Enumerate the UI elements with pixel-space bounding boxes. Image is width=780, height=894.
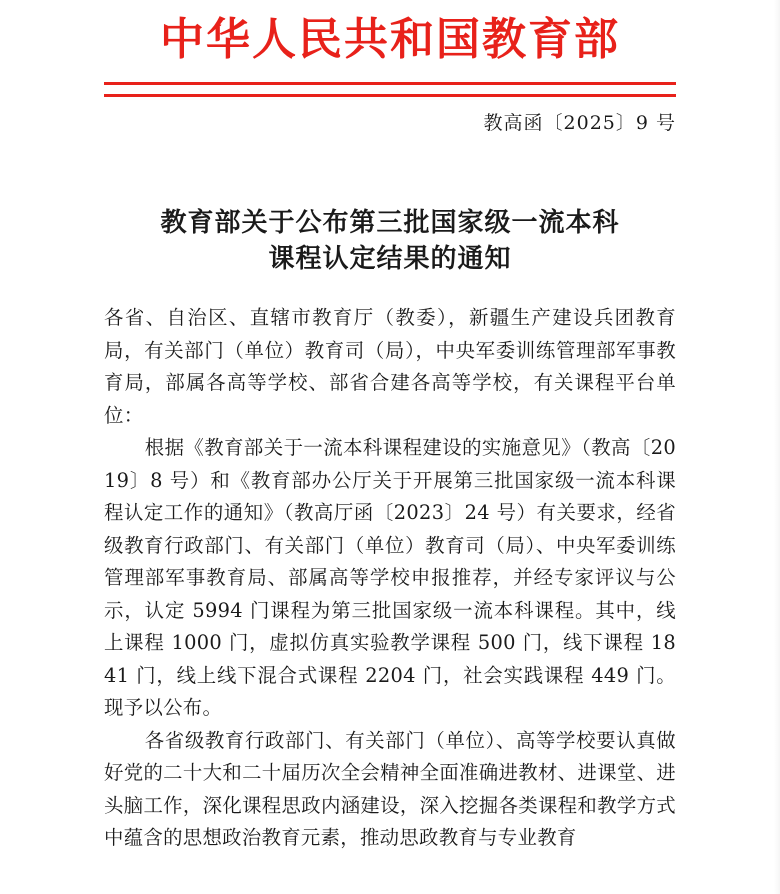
addressees-paragraph: 各省、自治区、直辖市教育厅（教委），新疆生产建设兵团教育局，有关部门（单位）教育司（局），中央军委训练管理部军事教育局，部属各高等学校、部省合建各高等学校，有关课程平台单位： (104, 306, 676, 427)
red-rule-bottom (104, 94, 676, 97)
document-title-line-2: 课程认定结果的通知 (268, 244, 512, 274)
red-rule-top (104, 82, 676, 85)
body-paragraph-1: 根据《教育部关于一流本科课程建设的实施意见》（教高〔2019〕8 号）和《教育部办公厅关于开展第三批国家级一流本科课程认定工作的通知》（教高厅函〔2023〕24 号）有关要求，经省级教育行政部门、有关部门（单位）教育司（局）、中央军委训练管理部军事教育局、部属高等学校申报推荐，并经专家评议与公示，认定 5994 门课程为第三批国家级一流本科课程。其中，线上课程 1000 门，虚拟仿真实验教学课程 500 门，线下课程 1841 门，线上线下混合式课程 2204 门，社会实践课程 449 门。现予以公布。 (104, 436, 676, 719)
body-paragraph-2: 各省级教育行政部门、有关部门（单位）、高等学校要认真做好党的二十大和二十届历次全会精神全面准确进教材、进课堂、进头脑工作，深化课程思政内涵建设，深入挖掘各类课程和教学方式中蕴含的思想政治教育元素，推动思政教育与专业教育 (104, 728, 676, 849)
document-number: 教高函〔2025〕9 号 (483, 112, 676, 134)
document-body (104, 302, 676, 855)
document-title-line-1: 教育部关于公布第三批国家级一流本科 (160, 208, 620, 238)
page-edge-shadow (774, 0, 780, 894)
issuer-header: 中华人民共和国教育部 (160, 14, 620, 65)
